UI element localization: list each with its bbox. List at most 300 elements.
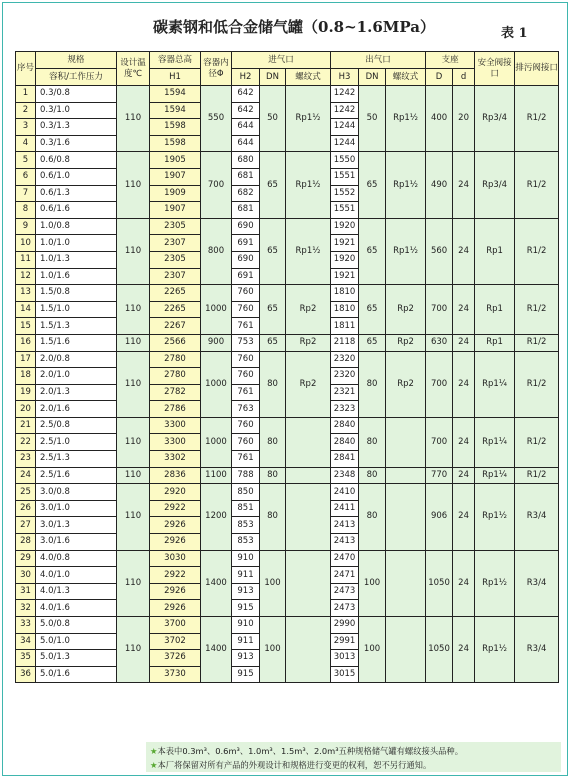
cell-seq: 19 <box>16 384 36 401</box>
cell-seq: 7 <box>16 185 36 202</box>
cell-height: 3302 <box>150 451 201 468</box>
cell-support-dd: 24 <box>453 617 475 683</box>
cell-outlet-h: 1810 <box>331 285 359 302</box>
cell-height: 2922 <box>150 567 201 584</box>
table-row <box>16 218 559 235</box>
cell-drain: R1/2 <box>515 334 559 351</box>
cell-support-dd: 24 <box>453 218 475 284</box>
cell-support-dd: 20 <box>453 86 475 152</box>
cell-outlet-h: 1244 <box>331 135 359 152</box>
cell-inlet-h: 788 <box>232 467 260 484</box>
cell-outlet-h: 2118 <box>331 334 359 351</box>
cell-outlet-h: 2323 <box>331 401 359 418</box>
cell-spec: 1.5/0.8 <box>36 285 117 302</box>
cell-height: 1594 <box>150 102 201 119</box>
table-row <box>16 334 559 351</box>
cell-outlet-h: 2413 <box>331 534 359 551</box>
cell-inlet-h: 690 <box>232 251 260 268</box>
cell-support-dd: 24 <box>453 334 475 351</box>
cell-support-d: 400 <box>426 86 453 152</box>
cell-height: 1594 <box>150 86 201 103</box>
cell-diam: 1000 <box>201 351 232 417</box>
cell-support-dd: 24 <box>453 152 475 218</box>
document-page <box>2 2 568 776</box>
cell-seq: 16 <box>16 334 36 351</box>
cell-inlet-dn: 80 <box>260 417 286 467</box>
cell-outlet-thread <box>386 550 426 616</box>
cell-seq: 33 <box>16 617 36 634</box>
footnotes-box <box>146 742 561 772</box>
header-seq: 序号 <box>16 52 36 86</box>
cell-drain: R1/2 <box>515 351 559 417</box>
cell-outlet-h: 1242 <box>331 86 359 103</box>
cell-inlet-h: 911 <box>232 633 260 650</box>
cell-outlet-h: 1921 <box>331 235 359 252</box>
cell-seq: 12 <box>16 268 36 285</box>
cell-inlet-h: 680 <box>232 152 260 169</box>
cell-seq: 30 <box>16 567 36 584</box>
cell-height: 3730 <box>150 666 201 683</box>
cell-inlet-thread <box>286 467 331 484</box>
cell-inlet-dn: 80 <box>260 467 286 484</box>
cell-outlet-dn: 65 <box>359 152 386 218</box>
cell-drain: R1/2 <box>515 417 559 467</box>
cell-spec: 0.3/1.6 <box>36 135 117 152</box>
cell-support-dd: 24 <box>453 467 475 484</box>
cell-spec: 3.0/0.8 <box>36 484 117 501</box>
cell-outlet-h: 1552 <box>331 185 359 202</box>
cell-outlet-dn: 100 <box>359 550 386 616</box>
cell-drain: R1/2 <box>515 86 559 152</box>
footnote-1 <box>146 744 561 758</box>
cell-height: 3726 <box>150 650 201 667</box>
footnote-text: 本表中0.3m³、0.6m³、1.0m³、1.5m³、2.0m³五种规格储气罐有螺纹接头品种。 <box>157 746 464 756</box>
cell-support-d: 700 <box>426 285 453 335</box>
cell-outlet-h: 3015 <box>331 666 359 683</box>
cell-outlet-thread <box>386 467 426 484</box>
header-spec: 规格 <box>36 52 117 69</box>
cell-spec: 4.0/1.3 <box>36 583 117 600</box>
cell-drain: R1/2 <box>515 152 559 218</box>
cell-seq: 35 <box>16 650 36 667</box>
cell-inlet-h: 913 <box>232 650 260 667</box>
cell-diam: 1000 <box>201 417 232 467</box>
cell-height: 1907 <box>150 202 201 219</box>
cell-outlet-h: 1244 <box>331 119 359 136</box>
table-row <box>16 351 559 368</box>
footnote-2 <box>146 758 561 772</box>
cell-inlet-thread: Rp2 <box>286 285 331 335</box>
cell-outlet-h: 2321 <box>331 384 359 401</box>
cell-outlet-thread: Rp1½ <box>386 86 426 152</box>
table-row <box>16 617 559 634</box>
cell-temp: 110 <box>117 550 150 616</box>
cell-diam: 1400 <box>201 617 232 683</box>
cell-inlet-dn: 50 <box>260 86 286 152</box>
cell-support-d: 770 <box>426 467 453 484</box>
header-height: 容器总高 <box>150 52 201 69</box>
cell-seq: 23 <box>16 451 36 468</box>
cell-inlet-thread <box>286 417 331 467</box>
cell-diam: 1100 <box>201 467 232 484</box>
table-row <box>16 285 559 302</box>
cell-safety: Rp3/4 <box>475 86 515 152</box>
cell-height: 2780 <box>150 351 201 368</box>
cell-height: 2307 <box>150 268 201 285</box>
cell-height: 2265 <box>150 285 201 302</box>
header-temp: 设计温度℃ <box>117 52 150 86</box>
cell-outlet-h: 1551 <box>331 168 359 185</box>
cell-seq: 5 <box>16 152 36 169</box>
cell-temp: 110 <box>117 351 150 417</box>
cell-diam: 700 <box>201 152 232 218</box>
cell-outlet-dn: 100 <box>359 617 386 683</box>
cell-outlet-h: 1550 <box>331 152 359 169</box>
cell-height: 1907 <box>150 168 201 185</box>
star-icon: ★ <box>150 760 158 770</box>
cell-height: 2305 <box>150 251 201 268</box>
cell-diam: 550 <box>201 86 232 152</box>
star-icon: ★ <box>150 746 158 756</box>
cell-inlet-h: 853 <box>232 517 260 534</box>
cell-inlet-h: 915 <box>232 600 260 617</box>
cell-outlet-h: 2348 <box>331 467 359 484</box>
table-body <box>16 86 559 683</box>
cell-spec: 0.6/1.3 <box>36 185 117 202</box>
cell-inlet-h: 761 <box>232 451 260 468</box>
cell-drain: R1/2 <box>515 285 559 335</box>
cell-outlet-h: 1810 <box>331 301 359 318</box>
cell-seq: 18 <box>16 368 36 385</box>
cell-drain: R3/4 <box>515 617 559 683</box>
cell-spec: 2.5/0.8 <box>36 417 117 434</box>
cell-inlet-thread <box>286 617 331 683</box>
cell-seq: 14 <box>16 301 36 318</box>
cell-inlet-h: 681 <box>232 168 260 185</box>
cell-inlet-h: 850 <box>232 484 260 501</box>
cell-seq: 36 <box>16 666 36 683</box>
cell-support-d: 1050 <box>426 617 453 683</box>
cell-spec: 3.0/1.0 <box>36 500 117 517</box>
cell-seq: 4 <box>16 135 36 152</box>
header-safety: 安全阀接口 <box>475 52 515 86</box>
header-drain: 排污阀接口 <box>515 52 559 86</box>
cell-inlet-thread <box>286 484 331 550</box>
cell-safety: Rp1 <box>475 285 515 335</box>
header-inlet-dn: DN <box>260 69 286 86</box>
cell-safety: Rp1¼ <box>475 467 515 484</box>
cell-height: 1909 <box>150 185 201 202</box>
table-row <box>16 550 559 567</box>
cell-spec: 5.0/0.8 <box>36 617 117 634</box>
cell-inlet-thread <box>286 550 331 616</box>
cell-safety: Rp1 <box>475 334 515 351</box>
cell-inlet-h: 913 <box>232 583 260 600</box>
cell-seq: 2 <box>16 102 36 119</box>
cell-diam: 1400 <box>201 550 232 616</box>
cell-inlet-h: 763 <box>232 401 260 418</box>
cell-inlet-dn: 65 <box>260 218 286 284</box>
cell-spec: 0.6/1.6 <box>36 202 117 219</box>
cell-spec: 2.0/0.8 <box>36 351 117 368</box>
footnote-text: 本厂将保留对所有产品的外观设计和规格进行变更的权利，恕不另行通知。 <box>157 760 432 770</box>
cell-outlet-h: 1920 <box>331 218 359 235</box>
cell-support-d: 560 <box>426 218 453 284</box>
cell-safety: Rp1½ <box>475 617 515 683</box>
table-row <box>16 484 559 501</box>
spec-table <box>15 51 559 683</box>
cell-outlet-h: 2320 <box>331 368 359 385</box>
cell-outlet-h: 1551 <box>331 202 359 219</box>
cell-outlet-dn: 80 <box>359 351 386 417</box>
cell-height: 2265 <box>150 301 201 318</box>
cell-height: 1905 <box>150 152 201 169</box>
cell-height: 2926 <box>150 600 201 617</box>
header-outlet-h: H3 <box>331 69 359 86</box>
cell-spec: 5.0/1.3 <box>36 650 117 667</box>
cell-spec: 1.5/1.3 <box>36 318 117 335</box>
cell-outlet-h: 3013 <box>331 650 359 667</box>
cell-inlet-dn: 65 <box>260 285 286 335</box>
cell-spec: 0.6/0.8 <box>36 152 117 169</box>
cell-spec: 2.5/1.0 <box>36 434 117 451</box>
cell-inlet-dn: 80 <box>260 484 286 550</box>
cell-seq: 31 <box>16 583 36 600</box>
cell-outlet-h: 1242 <box>331 102 359 119</box>
table-row <box>16 417 559 434</box>
cell-inlet-h: 691 <box>232 235 260 252</box>
cell-outlet-h: 2841 <box>331 451 359 468</box>
cell-inlet-h: 760 <box>232 285 260 302</box>
cell-height: 2920 <box>150 484 201 501</box>
cell-spec: 0.3/1.3 <box>36 119 117 136</box>
cell-seq: 27 <box>16 517 36 534</box>
header-height-sub: H1 <box>150 69 201 86</box>
cell-outlet-h: 2473 <box>331 600 359 617</box>
cell-height: 2780 <box>150 368 201 385</box>
cell-height: 2836 <box>150 467 201 484</box>
cell-seq: 17 <box>16 351 36 368</box>
cell-inlet-h: 761 <box>232 384 260 401</box>
cell-diam: 900 <box>201 334 232 351</box>
cell-spec: 5.0/1.0 <box>36 633 117 650</box>
cell-safety: Rp1½ <box>475 484 515 550</box>
cell-height: 2926 <box>150 583 201 600</box>
cell-outlet-h: 2991 <box>331 633 359 650</box>
cell-outlet-thread <box>386 417 426 467</box>
cell-support-d: 906 <box>426 484 453 550</box>
cell-height: 3300 <box>150 434 201 451</box>
cell-seq: 24 <box>16 467 36 484</box>
cell-outlet-dn: 80 <box>359 484 386 550</box>
cell-support-d: 1050 <box>426 550 453 616</box>
cell-inlet-h: 915 <box>232 666 260 683</box>
cell-spec: 3.0/1.6 <box>36 534 117 551</box>
cell-outlet-thread: Rp1½ <box>386 218 426 284</box>
header-support: 支座 <box>426 52 475 69</box>
header-outlet-dn: DN <box>359 69 386 86</box>
cell-inlet-h: 642 <box>232 102 260 119</box>
cell-inlet-h: 760 <box>232 434 260 451</box>
cell-outlet-thread: Rp2 <box>386 285 426 335</box>
cell-outlet-dn: 65 <box>359 334 386 351</box>
cell-height: 2926 <box>150 534 201 551</box>
cell-inlet-h: 853 <box>232 534 260 551</box>
cell-spec: 1.0/1.6 <box>36 268 117 285</box>
cell-diam: 800 <box>201 218 232 284</box>
cell-drain: R3/4 <box>515 484 559 550</box>
cell-outlet-h: 1811 <box>331 318 359 335</box>
cell-temp: 110 <box>117 218 150 284</box>
cell-support-dd: 24 <box>453 285 475 335</box>
cell-outlet-dn: 65 <box>359 285 386 335</box>
cell-height: 2566 <box>150 334 201 351</box>
cell-temp: 110 <box>117 417 150 467</box>
cell-inlet-h: 760 <box>232 417 260 434</box>
cell-drain: R1/2 <box>515 467 559 484</box>
cell-diam: 1000 <box>201 285 232 335</box>
cell-outlet-h: 2473 <box>331 583 359 600</box>
cell-seq: 8 <box>16 202 36 219</box>
cell-support-dd: 24 <box>453 484 475 550</box>
header-support-d: D <box>426 69 453 86</box>
cell-seq: 22 <box>16 434 36 451</box>
cell-inlet-thread: Rp1½ <box>286 86 331 152</box>
table-row <box>16 86 559 103</box>
cell-seq: 25 <box>16 484 36 501</box>
cell-outlet-h: 2413 <box>331 517 359 534</box>
cell-inlet-h: 760 <box>232 351 260 368</box>
page-title: 碳素钢和低合金储气罐（0.8~1.6MPa） <box>153 18 435 36</box>
cell-support-d: 490 <box>426 152 453 218</box>
cell-inlet-h: 760 <box>232 368 260 385</box>
cell-temp: 110 <box>117 152 150 218</box>
cell-safety: Rp1¼ <box>475 351 515 417</box>
cell-drain: R1/2 <box>515 218 559 284</box>
cell-outlet-thread <box>386 617 426 683</box>
cell-outlet-dn: 50 <box>359 86 386 152</box>
cell-outlet-thread: Rp2 <box>386 334 426 351</box>
cell-spec: 1.0/1.0 <box>36 235 117 252</box>
cell-inlet-h: 644 <box>232 135 260 152</box>
cell-spec: 0.3/0.8 <box>36 86 117 103</box>
cell-seq: 3 <box>16 119 36 136</box>
cell-safety: Rp3/4 <box>475 152 515 218</box>
header-outlet-thread: 螺纹式 <box>386 69 426 86</box>
header-inlet: 进气口 <box>232 52 331 69</box>
cell-spec: 3.0/1.3 <box>36 517 117 534</box>
cell-inlet-h: 851 <box>232 500 260 517</box>
cell-support-d: 630 <box>426 334 453 351</box>
cell-temp: 110 <box>117 467 150 484</box>
cell-inlet-h: 761 <box>232 318 260 335</box>
cell-spec: 5.0/1.6 <box>36 666 117 683</box>
cell-outlet-h: 2840 <box>331 434 359 451</box>
cell-seq: 1 <box>16 86 36 103</box>
cell-inlet-h: 642 <box>232 86 260 103</box>
cell-spec: 2.0/1.0 <box>36 368 117 385</box>
cell-spec: 4.0/1.0 <box>36 567 117 584</box>
header-outlet: 出气口 <box>331 52 426 69</box>
cell-spec: 0.6/1.0 <box>36 168 117 185</box>
cell-height: 3702 <box>150 633 201 650</box>
cell-support-dd: 24 <box>453 550 475 616</box>
cell-seq: 20 <box>16 401 36 418</box>
table-row <box>16 152 559 169</box>
cell-seq: 10 <box>16 235 36 252</box>
cell-outlet-thread <box>386 484 426 550</box>
cell-inlet-thread: Rp2 <box>286 351 331 417</box>
cell-safety: Rp1½ <box>475 550 515 616</box>
cell-height: 3700 <box>150 617 201 634</box>
cell-spec: 2.5/1.3 <box>36 451 117 468</box>
cell-outlet-h: 2470 <box>331 550 359 567</box>
cell-outlet-thread: Rp2 <box>386 351 426 417</box>
cell-outlet-h: 2990 <box>331 617 359 634</box>
cell-seq: 32 <box>16 600 36 617</box>
cell-height: 2267 <box>150 318 201 335</box>
cell-height: 2786 <box>150 401 201 418</box>
table-number: 表 1 <box>501 26 528 41</box>
cell-outlet-h: 2411 <box>331 500 359 517</box>
cell-inlet-dn: 80 <box>260 351 286 417</box>
cell-seq: 28 <box>16 534 36 551</box>
cell-drain: R3/4 <box>515 550 559 616</box>
cell-height: 3030 <box>150 550 201 567</box>
cell-support-d: 700 <box>426 351 453 417</box>
cell-seq: 11 <box>16 251 36 268</box>
cell-outlet-h: 2410 <box>331 484 359 501</box>
cell-safety: Rp1¼ <box>475 417 515 467</box>
cell-inlet-h: 760 <box>232 301 260 318</box>
cell-seq: 26 <box>16 500 36 517</box>
table-row <box>16 467 559 484</box>
cell-temp: 110 <box>117 285 150 335</box>
cell-outlet-dn: 65 <box>359 218 386 284</box>
cell-outlet-h: 1920 <box>331 251 359 268</box>
cell-inlet-h: 681 <box>232 202 260 219</box>
cell-seq: 6 <box>16 168 36 185</box>
cell-inlet-h: 910 <box>232 550 260 567</box>
cell-spec: 1.0/0.8 <box>36 218 117 235</box>
header-support-dd: d <box>453 69 475 86</box>
cell-inlet-dn: 100 <box>260 617 286 683</box>
cell-inlet-h: 644 <box>232 119 260 136</box>
header-spec-sub: 容积/工作压力 <box>36 69 117 86</box>
cell-spec: 4.0/1.6 <box>36 600 117 617</box>
cell-inlet-h: 753 <box>232 334 260 351</box>
cell-inlet-h: 691 <box>232 268 260 285</box>
cell-seq: 13 <box>16 285 36 302</box>
cell-height: 2307 <box>150 235 201 252</box>
cell-height: 2305 <box>150 218 201 235</box>
cell-seq: 34 <box>16 633 36 650</box>
cell-seq: 29 <box>16 550 36 567</box>
cell-spec: 2.0/1.3 <box>36 384 117 401</box>
cell-support-dd: 24 <box>453 417 475 467</box>
cell-inlet-h: 690 <box>232 218 260 235</box>
cell-seq: 9 <box>16 218 36 235</box>
cell-outlet-thread: Rp1½ <box>386 152 426 218</box>
cell-safety: Rp1 <box>475 218 515 284</box>
cell-outlet-h: 2840 <box>331 417 359 434</box>
cell-height: 2922 <box>150 500 201 517</box>
header-diam: 容器内径Φ <box>201 52 232 86</box>
cell-inlet-h: 682 <box>232 185 260 202</box>
cell-spec: 1.0/1.3 <box>36 251 117 268</box>
cell-inlet-thread: Rp2 <box>286 334 331 351</box>
cell-inlet-thread: Rp1½ <box>286 218 331 284</box>
